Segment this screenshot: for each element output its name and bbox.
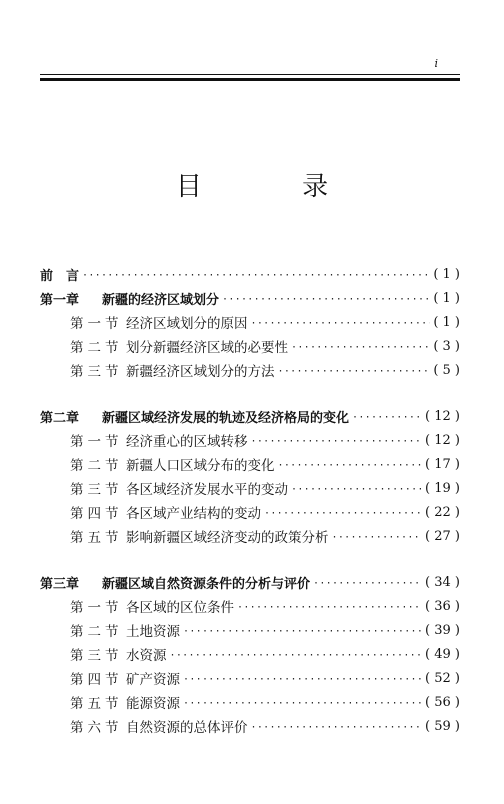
section-number: 第三节 (70, 648, 123, 664)
toc-page-number: ( 52 ) (425, 670, 460, 686)
section-number: 第五节 (70, 696, 123, 712)
chapter-number: 第三章 (40, 576, 80, 592)
toc-leader-dots (222, 286, 430, 310)
toc-page-number: ( 36 ) (425, 598, 460, 614)
section-title: 自然资源的总体评价 (126, 720, 248, 736)
toc-entry-section[interactable] (40, 690, 460, 714)
section-gap (40, 382, 460, 404)
section-title: 划分新疆经济区域的必要性 (126, 340, 288, 356)
toc-leader-dots (183, 618, 422, 642)
toc-leader-dots (291, 334, 430, 358)
toc-page-number: ( 49 ) (425, 646, 460, 662)
toc-entry-chapter-3[interactable] (40, 570, 460, 594)
section-number: 第五节 (70, 530, 123, 546)
chapter-number: 第一章 (40, 292, 80, 308)
header-rule-thick (40, 78, 460, 81)
table-of-contents (40, 262, 460, 738)
toc-page-number: ( 22 ) (425, 504, 460, 520)
toc-page-number: ( 12 ) (425, 432, 460, 448)
section-number: 第四节 (70, 506, 123, 522)
section-number: 第二节 (70, 624, 123, 640)
toc-entry-section[interactable] (40, 618, 460, 642)
toc-entry-chapter-1[interactable] (40, 286, 460, 310)
section-title: 影响新疆区域经济变动的政策分析 (126, 530, 329, 546)
page-title: 目 录 (175, 172, 375, 202)
toc-entry-label (40, 573, 310, 592)
toc-entry-preface[interactable] (40, 262, 460, 286)
section-title: 能源资源 (126, 696, 180, 712)
toc-leader-dots (291, 476, 422, 500)
toc-page-number: ( 34 ) (425, 574, 460, 590)
page-folio: i (434, 57, 438, 70)
toc-leader-dots (251, 428, 423, 452)
toc-leader-dots (251, 714, 423, 738)
toc-leader-dots (82, 262, 430, 286)
toc-leader-dots (313, 570, 422, 594)
section-title: 水资源 (126, 648, 167, 664)
toc-entry-section[interactable] (40, 476, 460, 500)
section-title: 各区域产业结构的变动 (126, 506, 261, 522)
toc-entry-chapter-2[interactable] (40, 404, 460, 428)
chapter-title: 新疆区域自然资源条件的分析与评价 (102, 576, 311, 592)
section-title: 各区域经济发展水平的变动 (126, 482, 288, 498)
toc-leader-dots (251, 310, 431, 334)
toc-leader-dots (170, 642, 423, 666)
toc-entry-section[interactable] (40, 310, 460, 334)
toc-entry-section[interactable] (40, 452, 460, 476)
toc-entry-section[interactable] (40, 714, 460, 738)
toc-entry-section[interactable] (40, 642, 460, 666)
toc-leader-dots (183, 690, 422, 714)
toc-page-number: ( 56 ) (425, 694, 460, 710)
toc-entry-section[interactable] (40, 500, 460, 524)
toc-page-number: ( 12 ) (425, 408, 460, 424)
toc-entry-label (40, 289, 219, 308)
section-title: 各区域的区位条件 (126, 600, 234, 616)
toc-entry-label (40, 407, 349, 426)
section-number: 第六节 (70, 720, 123, 736)
section-number: 第四节 (70, 672, 123, 688)
section-number: 第二节 (70, 340, 123, 356)
section-title: 矿产资源 (126, 672, 180, 688)
toc-page-number: ( 17 ) (425, 456, 460, 472)
toc-page-number: ( 1 ) (433, 290, 460, 306)
toc-page-number: ( 3 ) (433, 338, 460, 354)
toc-leader-dots (332, 524, 423, 548)
toc-page-number: ( 39 ) (425, 622, 460, 638)
chapter-number: 第二章 (40, 410, 80, 426)
section-number: 第一节 (70, 434, 123, 450)
section-number: 第二节 (70, 458, 123, 474)
toc-page-number: ( 19 ) (425, 480, 460, 496)
toc-page-number: ( 27 ) (425, 528, 460, 544)
toc-leader-dots (264, 500, 422, 524)
header-rule-thin (40, 74, 460, 75)
toc-page-number: ( 59 ) (425, 718, 460, 734)
section-gap (40, 548, 460, 570)
section-number: 第三节 (70, 482, 123, 498)
toc-leader-dots (352, 404, 422, 428)
chapter-title: 新疆区域经济发展的轨迹及经济格局的变化 (102, 410, 350, 426)
section-title: 土地资源 (126, 624, 180, 640)
toc-leader-dots (278, 452, 423, 476)
toc-leader-dots (237, 594, 422, 618)
toc-entry-section[interactable] (40, 594, 460, 618)
toc-entry-section[interactable] (40, 358, 460, 382)
chapter-title: 新疆的经济区域划分 (102, 292, 220, 308)
section-title: 经济区域划分的原因 (126, 316, 248, 332)
toc-leader-dots (183, 666, 422, 690)
section-number: 第一节 (70, 316, 123, 332)
toc-entry-section[interactable] (40, 428, 460, 452)
toc-leader-dots (278, 358, 431, 382)
toc-entry-section[interactable] (40, 666, 460, 690)
toc-page-number: ( 5 ) (433, 362, 460, 378)
section-title: 经济重心的区域转移 (126, 434, 248, 450)
toc-page-number: ( 1 ) (433, 314, 460, 330)
section-number: 第三节 (70, 364, 123, 380)
section-title: 新疆经济区域划分的方法 (126, 364, 275, 380)
toc-page-number: ( 1 ) (433, 266, 460, 282)
toc-entry-section[interactable] (40, 334, 460, 358)
toc-entry-label: 前 言 (40, 268, 80, 284)
toc-entry-section[interactable] (40, 524, 460, 548)
section-number: 第一节 (70, 600, 123, 616)
section-title: 新疆人口区域分布的变化 (126, 458, 275, 474)
